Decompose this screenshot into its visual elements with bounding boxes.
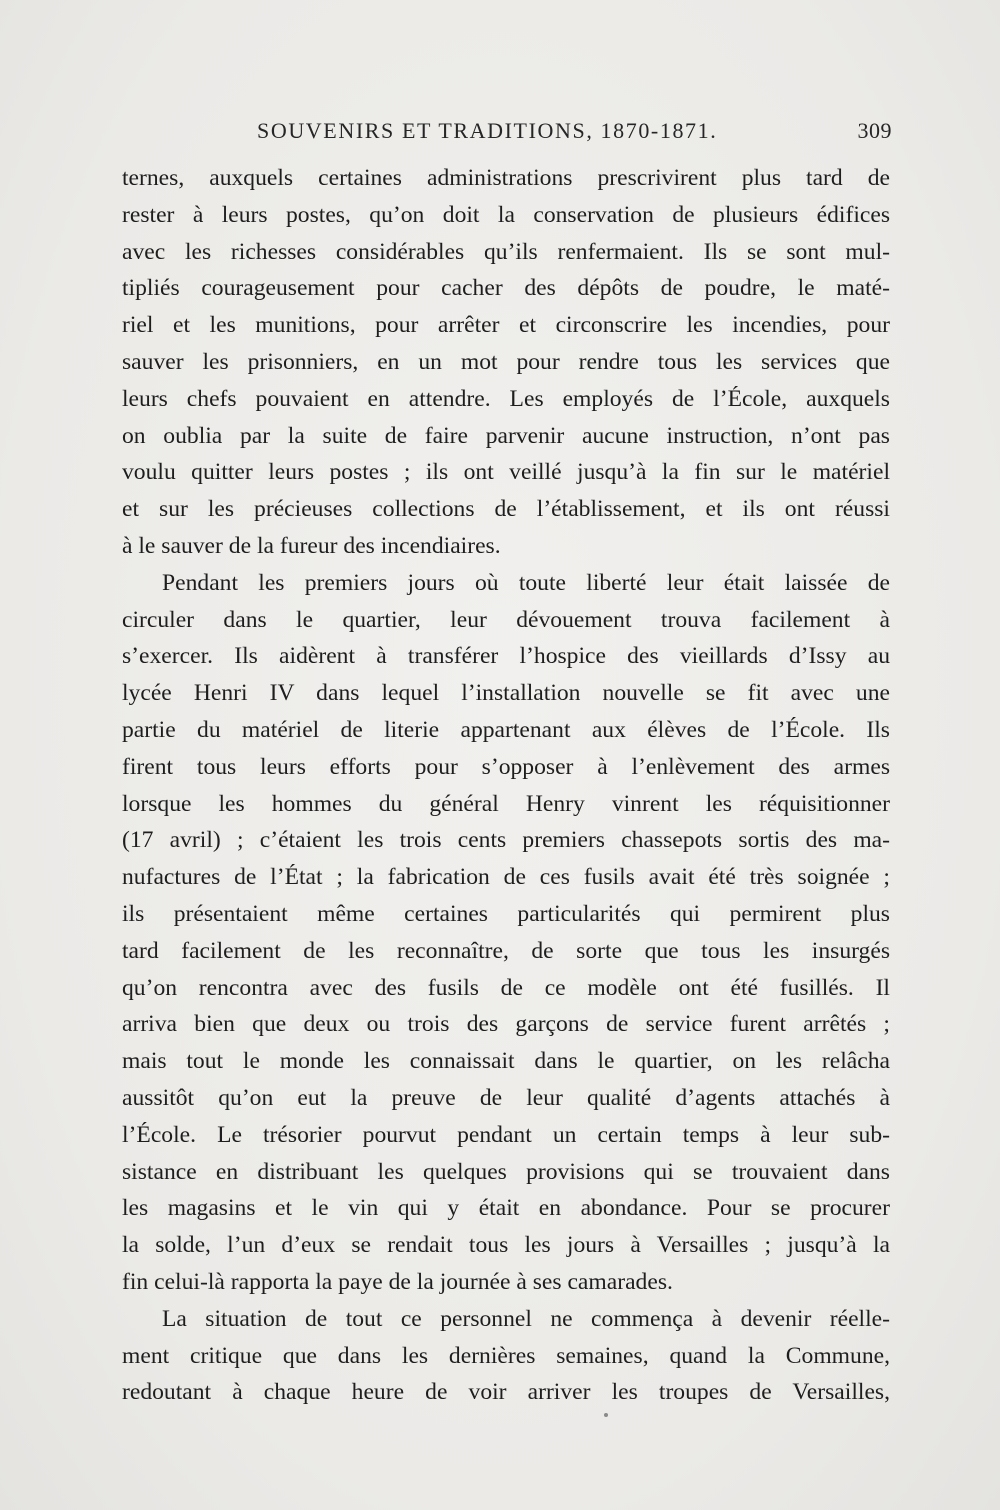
text-line: s’exercer. Ils aidèrent à transférer l’hospice des vieillards d’Issy au [122, 643, 890, 670]
text-line: avec les richesses considérables qu’ils renfermaient. Ils se sont mul- [122, 238, 890, 265]
text-line: nufactures de l’État ; la fabrication de ces fusils avait été très soignée ; [122, 864, 890, 891]
text-line: les magasins et le vin qui y était en abondance. Pour se procurer [122, 1195, 890, 1222]
text-line: tipliés courageusement pour cacher des dépôts de poudre, le maté- [122, 275, 890, 302]
text-line: redoutant à chaque heure de voir arriver les troupes de Versailles, [122, 1379, 890, 1406]
text-line: partie du matériel de literie appartenant aux élèves de l’École. Ils [122, 716, 890, 743]
text-line: voulu quitter leurs postes ; ils ont veillé jusqu’à la fin sur le matériel [122, 459, 890, 486]
text-line: sistance en distribuant les quelques provisions qui se trouvaient dans [122, 1158, 890, 1185]
text-line: aussitôt qu’on eut la preuve de leur qualité d’agents attachés à [122, 1084, 890, 1111]
text-line: leurs chefs pouvaient en attendre. Les employés de l’École, auxquels [122, 385, 890, 412]
text-line: ternes, auxquels certaines administrations prescrivirent plus tard de [122, 165, 890, 191]
paragraph-end-line: à le sauver de la fureur des incendiaires. [122, 532, 501, 559]
text-line: lycée Henri IV dans lequel l’installation nouvelle se fit avec une [122, 680, 890, 707]
paragraph-start-line: Pendant les premiers jours où toute liberté leur était laissée de [162, 569, 890, 596]
text-line: circuler dans le quartier, leur dévouement trouva facilement à [122, 606, 890, 633]
text-line: riel et les munitions, pour arrêter et circonscrire les incendies, pour [122, 312, 890, 339]
text-line: firent tous leurs efforts pour s’opposer à l’enlèvement des armes [122, 753, 890, 780]
text-line: (17 avril) ; c’étaient les trois cents premiers chassepots sortis des ma- [122, 827, 890, 854]
text-line: qu’on rencontra avec des fusils de ce modèle ont été fusillés. Il [122, 974, 890, 1001]
text-line: arriva bien que deux ou trois des garçons de service furent arrêtés ; [122, 1011, 890, 1038]
running-header [122, 112, 892, 148]
text-line: ment critique que dans les dernières semaines, quand la Commune, [122, 1342, 890, 1369]
text-line: on oublia par la suite de faire parvenir aucune instruction, n’ont pas [122, 422, 890, 449]
text-line: la solde, l’un d’eux se rendait tous les jours à Versailles ; jusqu’à la [122, 1232, 890, 1259]
page-number: 309 [857, 118, 892, 143]
text-line: l’École. Le trésorier pourvut pendant un certain temps à leur sub- [122, 1121, 890, 1148]
body-text [122, 160, 890, 1411]
running-title: SOUVENIRS ET TRADITIONS, 1870-1871. [257, 118, 718, 143]
paper-speck [604, 1413, 608, 1417]
text-line: et sur les précieuses collections de l’établissement, et ils ont réussi [122, 496, 890, 523]
paragraph-end-line: fin celui-là rapporta la paye de la journée à ses camarades. [122, 1268, 673, 1295]
text-line: lorsque les hommes du général Henry vinrent les réquisitionner [122, 790, 890, 817]
text-line: mais tout le monde les connaissait dans le quartier, on les relâcha [122, 1048, 890, 1075]
text-line: rester à leurs postes, qu’on doit la conservation de plusieurs édifices [122, 201, 890, 228]
text-line: sauver les prisonniers, en un mot pour rendre tous les services que [122, 348, 890, 375]
text-line: ils présentaient même certaines particularités qui permirent plus [122, 900, 890, 927]
text-line: tard facilement de les reconnaître, de sorte que tous les insurgés [122, 937, 890, 964]
paragraph-start-line: La situation de tout ce personnel ne commença à devenir réelle- [162, 1305, 890, 1332]
